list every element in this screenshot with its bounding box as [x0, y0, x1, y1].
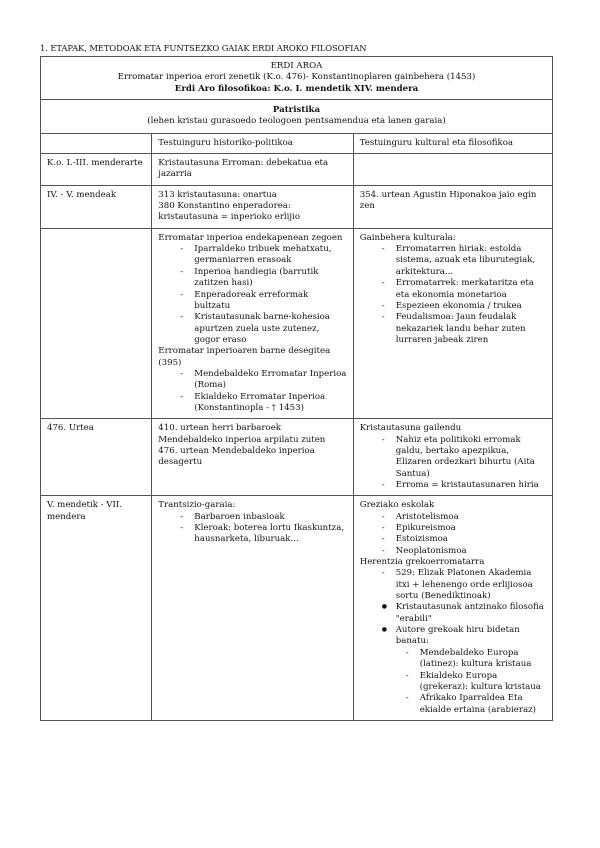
period-cell: IV. - V. mendeak	[41, 185, 152, 228]
list-item: - Neoplatonismoa	[382, 546, 546, 557]
greek-schools-intro: Greziako eskolak	[359, 500, 435, 511]
historical-cell	[152, 185, 353, 228]
split-list	[158, 369, 346, 414]
heritage-list	[360, 568, 546, 602]
cultural-cell	[353, 419, 552, 496]
table-row	[41, 185, 553, 228]
cultural-cell	[353, 154, 552, 186]
list-item: - Epikureismoa	[382, 523, 546, 534]
era-range: Erromatar inperioa erori zenetik (K.o. 476)- Konstantinoplaren gainbehera (1453)	[117, 72, 476, 83]
list-item: - Inperioa handiegia (barrutik zatitzen hasi)	[180, 267, 346, 290]
christianity-list	[360, 435, 546, 492]
greek-schools-list	[360, 512, 546, 557]
list-item: - Iparraldeko tribuek mehatxatu, germaniarren erasoak	[180, 244, 346, 267]
list-item: - Estoizismoa	[382, 534, 546, 545]
historical-cell: Kristautasuna Erroman: debekatua eta jazarria	[152, 154, 353, 186]
list-item: - Enperadoreak erreformak bultzatu	[180, 290, 346, 313]
table-row	[41, 154, 553, 186]
historical-line: 410. urtean herri barbaroek Mendebaldeko inperioa arpilatu zuten	[158, 423, 326, 445]
decline-list	[158, 244, 346, 346]
list-item: - Erroma = kristautasunaren hiria	[382, 480, 546, 491]
patristika-title: Patristika	[272, 105, 321, 116]
list-item: - 529: Elizak Platonen Akademia itxi + lehenengo orde erlijiosoa sortu (Benediktinoak)	[382, 568, 546, 602]
historical-cell	[152, 419, 353, 496]
cultural-intro: Gainbehera kulturala:	[359, 232, 456, 243]
list-item: - Mendebaldeko Europa (latinez): kultura kristaua	[406, 648, 546, 671]
period-cell: 476. Urtea	[41, 419, 152, 496]
list-item: - Barbaroen inbasioak	[180, 512, 346, 523]
table-row	[41, 496, 553, 721]
list-item: - Ekialdeko Europa (grekeraz): kultura kristaua	[406, 671, 546, 694]
period-cell: K.o. I.-III. menderarte	[41, 154, 152, 186]
list-item: ● Kristautasunak antzinako filosofia "erabili"	[382, 602, 546, 625]
historical-intro: Trantsizio-garaia:	[158, 500, 236, 511]
split-intro: Erromatar inperioaren barne desegitea (395)	[158, 346, 331, 368]
transition-list	[158, 512, 346, 546]
routes-list	[396, 648, 546, 716]
list-item: - Afrikako Iparraldea Eta ekialde ertaina (arabieraz)	[406, 693, 546, 716]
table-row	[41, 228, 553, 419]
historical-column-header: Testuinguru historiko-politikoa	[152, 133, 353, 153]
patristika-subtitle: (lehen kristau gurasoedo teologoen pentsamendua eta lanen garaia)	[147, 116, 446, 127]
list-item: - Erromatarrek: merkataritza eta eta ekonomia monetarioa	[382, 278, 546, 301]
historical-line: 380 Konstantino enperadorea: kristautasuna = inperioko erlijio	[158, 201, 301, 223]
period-cell	[41, 228, 152, 419]
document-title: 1. ETAPAK, METODOAK ETA FUNTSEZKO GAIAK ERDI AROKO FILOSOFIAN	[40, 43, 367, 53]
cultural-decline-list	[360, 244, 546, 346]
heritage-intro: Herentzia grekoerromatarra	[359, 557, 485, 568]
list-item	[382, 625, 546, 716]
philosophical-era: Erdi Aro filosofikoa: K.o. I. mendetik XIV. mendera	[174, 83, 419, 94]
historical-cell	[152, 496, 353, 721]
historical-line: 313 kristautasuna: onartua	[158, 189, 277, 200]
empty-header-cell	[41, 133, 152, 153]
list-item: - Aristotelismoa	[382, 512, 546, 523]
list-item: - Kleroak: boterea lortu Ikaskuntza, hausnarketa, liburuak...	[180, 523, 346, 546]
bullet-text: Autore grekoak hiru bidetan banatu:	[395, 625, 520, 647]
periods-table	[40, 56, 553, 721]
period-cell: V. mendetik - VII. mendera	[41, 496, 152, 721]
table-row	[41, 419, 553, 496]
column-header-row	[41, 133, 553, 153]
cultural-cell: 354. urtean Agustin Hiponakoa jaio egin zen	[353, 185, 552, 228]
table-header-row	[41, 57, 553, 100]
patristika-cell	[41, 100, 553, 134]
historical-intro: Erromatar inperioa endekapenean zegoen	[158, 232, 343, 243]
cultural-intro: Kristautasuna gailendu	[359, 423, 462, 434]
historical-line: 476. urtean Mendebaldeko inperioa desagertu	[158, 445, 315, 468]
cultural-column-header: Testuinguru kultural eta filosofikoa	[353, 133, 552, 153]
list-item: - Ekialdeko Erromatar Inperioa (Konstantinopla - † 1453)	[180, 392, 346, 415]
cultural-cell	[353, 496, 552, 721]
list-item: - Espezieen ekonomia / trukea	[382, 301, 546, 312]
list-item: - Nahiz eta politikoki erromak galdu, bertako apezpikua, Elizaren ordezkari bihurtu (Aita Santua)	[382, 435, 546, 480]
list-item: - Feudalismoa: Jaun feudalak nekazariek landu behar zuten lurraren jabeak ziren	[382, 312, 546, 346]
bullet-list	[360, 602, 546, 715]
historical-cell	[152, 228, 353, 419]
era-title: ERDI AROA	[270, 61, 323, 71]
header-cell	[41, 57, 553, 100]
list-item: - Erromatarren hiriak: estolda sistema, azuak eta liburutegiak, arkitektura...	[382, 244, 546, 278]
cultural-cell	[353, 228, 552, 419]
list-item: - Kristautasunak barne-kohesioa apurtzen zuela uste zutenez, gogor eraso	[180, 312, 346, 346]
patristika-row	[41, 100, 553, 134]
list-item: - Mendebaldeko Erromatar Inperioa (Roma)	[180, 369, 346, 392]
